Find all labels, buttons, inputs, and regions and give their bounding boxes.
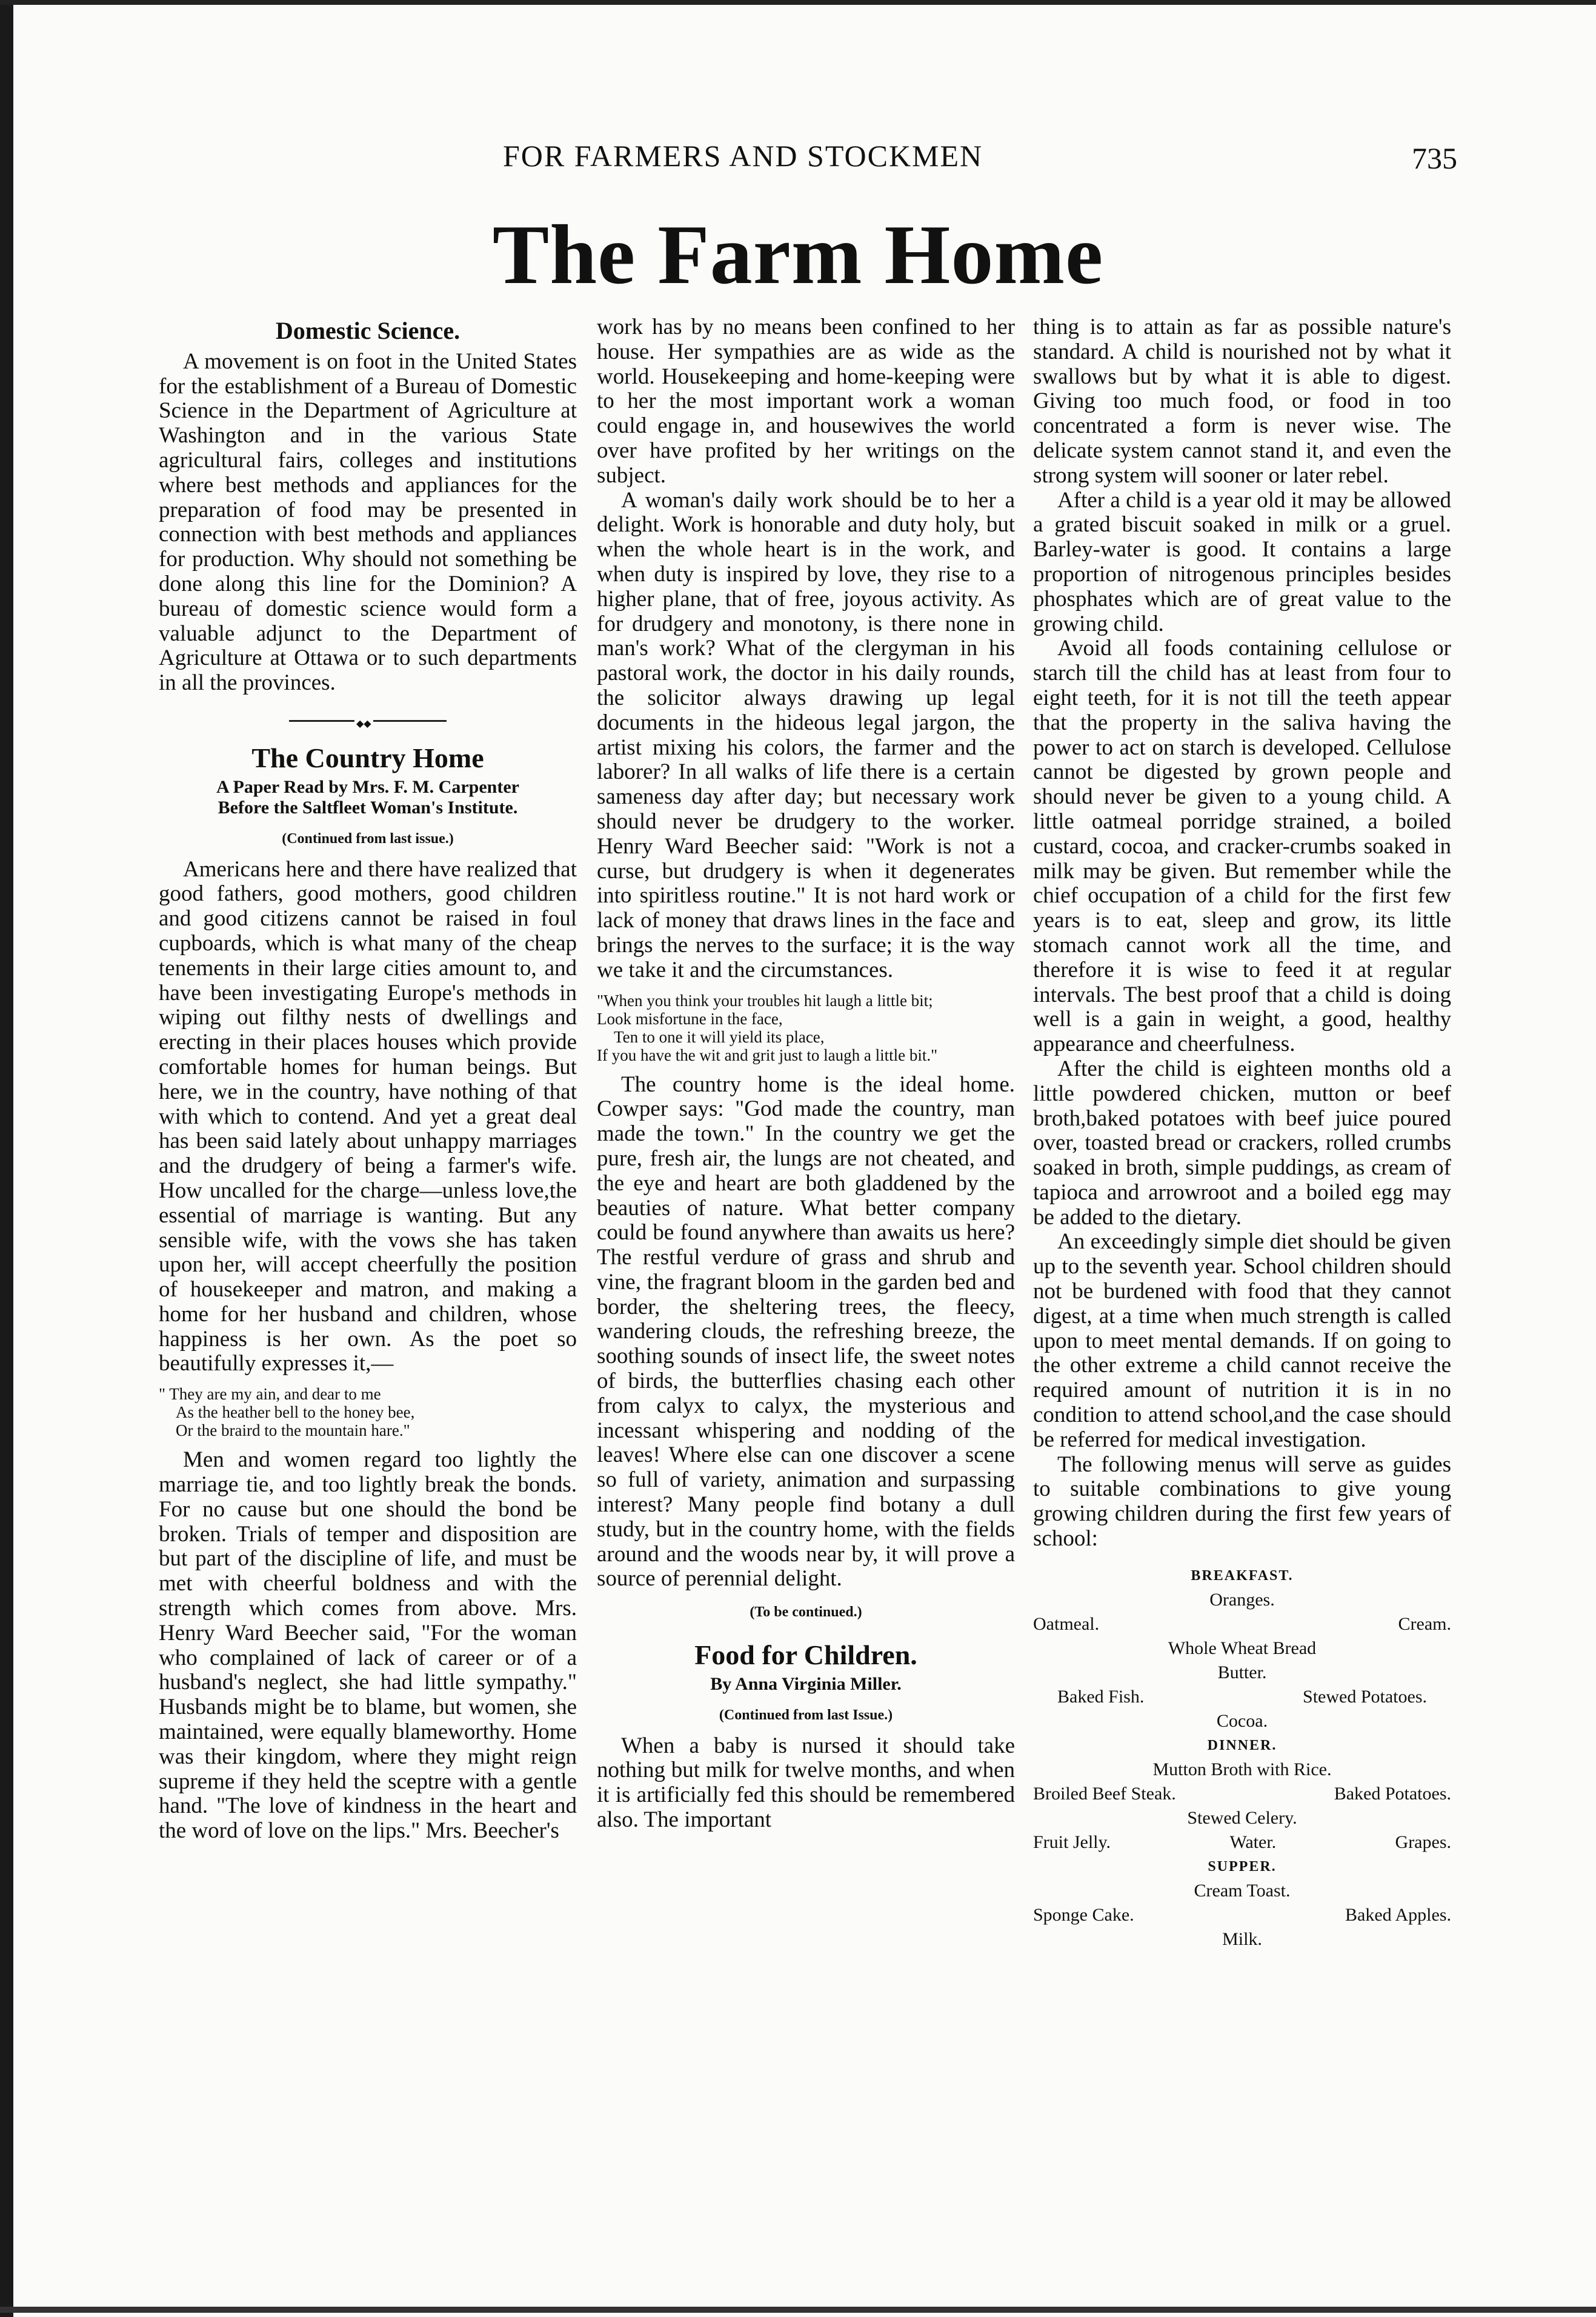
paragraph: After a child is a year old it may be allowed a grated biscuit soaked in milk or a gruel. Barley-water is good. It contains a large proportion of nitrogenous principles besides phosphates which are of great value to the growing child. bbox=[1033, 487, 1451, 636]
verse-quote bbox=[159, 1385, 577, 1439]
verse-line: Ten to one it will yield its place, bbox=[614, 1027, 825, 1046]
menu-item: Stewed Celery. bbox=[1187, 1807, 1297, 1828]
section-divider bbox=[289, 720, 447, 722]
verse-line: If you have the wit and grit just to laugh a little bit." bbox=[597, 1045, 938, 1064]
verse-line: As the heather bell to the honey bee, bbox=[176, 1403, 415, 1422]
byline: By Anna Virginia Miller. bbox=[710, 1673, 902, 1694]
paragraph: work has by no means been confined to her house. Her sympathies are as wide as the world. Housekeeping and home-keeping were to her the most important work a woman could engage in, and housewives the world over have profited by her writings on the subject. bbox=[597, 315, 1015, 488]
paragraph: An exceedingly simple diet should be given up to the seventh year. School children should not be burdened with food that they cannot digest, at a time when much strength is called upon to meet mental demands. If on going to the other extreme a child cannot receive the required amount of nutrition it is in no condition to attend school,and the case should be referred for medical investigation. bbox=[1033, 1229, 1451, 1452]
running-head: FOR FARMERS AND STOCKMEN bbox=[503, 139, 983, 173]
page-edge-bottom bbox=[0, 2307, 1596, 2313]
menu-item: Milk. bbox=[1222, 1929, 1262, 1949]
menu-item: Butter. bbox=[1217, 1662, 1267, 1682]
menu-item: Cream. bbox=[1398, 1613, 1451, 1634]
menu-item: Oatmeal. bbox=[1033, 1613, 1100, 1634]
column-1 bbox=[159, 315, 577, 1844]
page-edge-left bbox=[0, 0, 13, 2317]
menu-item: Oranges. bbox=[1209, 1589, 1275, 1610]
menu-list bbox=[1033, 1564, 1451, 1952]
section-title-domestic-science: Domestic Science. bbox=[275, 317, 461, 344]
page-number: 735 bbox=[1412, 141, 1457, 175]
page-title: The Farm Home bbox=[492, 208, 1104, 302]
section-title-food-for-children: Food for Children. bbox=[694, 1639, 917, 1671]
byline: Before the Saltfleet Woman's Institute. bbox=[218, 797, 518, 818]
paragraph: After the child is eighteen months old a little powdered chicken, mutton or beef broth,baked potatoes with beef juice poured over, toasted bread or crackers, rolled crumbs soaked in broth, simple puddings, as cream of tapioca and arrowroot and a boiled egg may be added to the dietary. bbox=[1033, 1056, 1451, 1230]
menu-item: Baked Apples. bbox=[1345, 1904, 1451, 1925]
menu-item: Stewed Potatoes. bbox=[1303, 1686, 1427, 1707]
paragraph: The country home is the ideal home. Cowper says: "God made the country, man made the town." In the country we get the pure, fresh air, the lungs are not cheated, and the eye and heart are both gladdened by the beauties of nature. What better company could be found anywhere than awaits us here? The restful verdure of grass and shrub and vine, the fragrant bloom in the garden bed and border, the sheltering trees, the fleecy, wandering clouds, the refreshing breeze, the soothing sounds of insect life, the sweet notes of birds, the butterflies chasing each other from calyx to calyx, the mysterious and incessant whispering and nodding of the leaves! Where else can one discover a scene so full of variety, animation and surpassing interest? Many people find botany a dull study, but in the country home, with the fields around and the woods near by, it will prove a source of perennial delight. bbox=[597, 1072, 1015, 1592]
verse-line: "When you think your troubles hit laugh a little bit; bbox=[597, 991, 933, 1010]
verse-line: Or the braird to the mountain hare." bbox=[176, 1421, 410, 1440]
paragraph: A woman's daily work should be to her a delight. Work is honorable and duty holy, but when the whole heart is in the work, and when duty is inspired by love, they rise to a higher plane, that of free, joyous activity. As for drudgery and monotony, is there none in man's work? What of the clergyman in his pastoral work, the doctor in his daily rounds, the solicitor always drawing up legal documents in the hideous legal jargon, the artist mixing his colors, the farmer and the laborer? In all walks of life there is a certain sameness day after day; but necessary work should never be drudgery to the worker. Henry Ward Beecher said: "Work is not a curse, but drudgery is when it degenerates into spiritless routine." It is not hard work or lack of money that draws lines in the face and brings the nerves to the surface; it is the way we take it and the circumstances. bbox=[597, 487, 1015, 982]
menu-heading-breakfast: BREAKFAST. bbox=[1191, 1567, 1294, 1584]
menu-item: Fruit Jelly. bbox=[1033, 1832, 1111, 1852]
paragraph: A movement is on foot in the United States for the establishment of a Bureau of Domestic Science in the Department of Agriculture at Washington and in the various State agricultural fairs, colleges and institutions where best methods and appliances for the preparation of food may be presented in connection with best methods and appliances for production. Why should not something be done along this line for the Dominion? A bureau of domestic science would form a valuable adjunct to the Department of Agriculture at Ottawa or to such departments in all the provinces. bbox=[159, 348, 577, 696]
paragraph: When a baby is nursed it should take nothing but milk for twelve months, and when it is artificially fed this should be remembered also. The important bbox=[597, 1733, 1015, 1833]
continued-note: (Continued from last issue.) bbox=[282, 830, 454, 847]
paragraph: Americans here and there have realized that good fathers, good mothers, good children and good citizens cannot be raised in foul cupboards, which is what many of the cheap tenements in their large cities amount to, and have been investigating Europe's methods in wiping out filthy nests of dwellings and erecting in their places houses which provide comfortable homes for human beings. But here, we in the country, have nothing of that with which to contend. And yet a great deal has been said lately about unhappy marriages and the drudgery of being a farmer's wife. How uncalled for the charge—unless love,the essential of marriage is wanting. But any sensible wife, with the vows she has taken upon her, will accept cheerfully the position of housekeeper and matron, and making a home for her husband and children, whose happiness is her own. As the poet so beautifully expresses it,— bbox=[159, 856, 577, 1376]
menu-item: Grapes. bbox=[1395, 1832, 1451, 1852]
verse-quote bbox=[597, 992, 1015, 1064]
menu-row bbox=[1033, 1782, 1451, 1806]
menu-heading-supper: SUPPER. bbox=[1208, 1858, 1277, 1875]
menu-heading-dinner: DINNER. bbox=[1207, 1737, 1277, 1753]
verse-line: " They are my ain, and dear to me bbox=[159, 1385, 381, 1404]
menu-item: Cocoa. bbox=[1216, 1710, 1268, 1731]
paragraph: The following menus will serve as guides to suitable combinations to give young growing children during the first few years of school: bbox=[1033, 1452, 1451, 1552]
menu-item: Sponge Cake. bbox=[1033, 1904, 1134, 1925]
menu-item: Baked Fish. bbox=[1057, 1686, 1145, 1707]
column-2 bbox=[597, 315, 1015, 1833]
to-be-continued-note: (To be continued.) bbox=[750, 1604, 862, 1621]
menu-item: Mutton Broth with Rice. bbox=[1152, 1759, 1332, 1779]
paragraph: Men and women regard too lightly the marriage tie, and too lightly break the bonds. For no cause but one should the bond be broken. Trials of temper and disposition are but part of the discipline of life, and must be met with cheerful boldness and with the strength which comes from above. Mrs. Henry Ward Beecher said, "For the woman who complained of lack of career or of a husband's neglect, she had little sympathy." Husbands might be to blame, but women, she maintained, were equally blameworthy. Home was their kingdom, where they might reign supreme if they held the sceptre with a gentle hand. "The love of kindness in the heart and the word of love on the lips." Mrs. Beecher's bbox=[159, 1447, 577, 1844]
menu-item: Whole Wheat Bread bbox=[1168, 1638, 1317, 1658]
menu-item: Water. bbox=[1229, 1832, 1277, 1852]
menu-item: Cream Toast. bbox=[1194, 1880, 1291, 1901]
paragraph: Avoid all foods containing cellulose or starch till the child has at least from four to eight teeth, for it is not till the teeth appear that the property in the saliva having the power to act on starch is developed. Cellulose cannot be digested by grown people and should never be given to a young child. A little oatmeal porridge strained, a boiled custard, cocoa, and cracker-crumbs soaked in milk may be given. But remember while the chief occupation of a child for the first few years is to eat, sleep and grow, its little stomach cannot work all the time, and therefore it is wise to feed it at regular intervals. The best proof that a child is doing well is a gain in weight, a good, healthy appearance and cheerfulness. bbox=[1033, 636, 1451, 1057]
menu-row bbox=[1033, 1685, 1451, 1709]
byline: A Paper Read by Mrs. F. M. Carpenter bbox=[216, 776, 519, 797]
menu-row bbox=[1033, 1830, 1451, 1855]
paragraph: thing is to attain as far as possible nature's standard. A child is nourished not by what it swallows but by what it is able to digest. Giving too much food, or food in too concentrated a form is never wise. The delicate system cannot stand it, and even the strong system will sooner or later rebel. bbox=[1033, 315, 1451, 488]
page-edge-top bbox=[0, 0, 1596, 5]
verse-line: Look misfortune in the face, bbox=[597, 1009, 783, 1028]
menu-row bbox=[1033, 1903, 1451, 1927]
menu-item: Baked Potatoes. bbox=[1334, 1783, 1451, 1804]
section-title-country-home: The Country Home bbox=[251, 742, 484, 773]
menu-row bbox=[1033, 1612, 1451, 1636]
menu-item: Broiled Beef Steak. bbox=[1033, 1783, 1176, 1804]
column-3 bbox=[1033, 315, 1451, 1952]
continued-note: (Continued from last Issue.) bbox=[719, 1707, 893, 1723]
